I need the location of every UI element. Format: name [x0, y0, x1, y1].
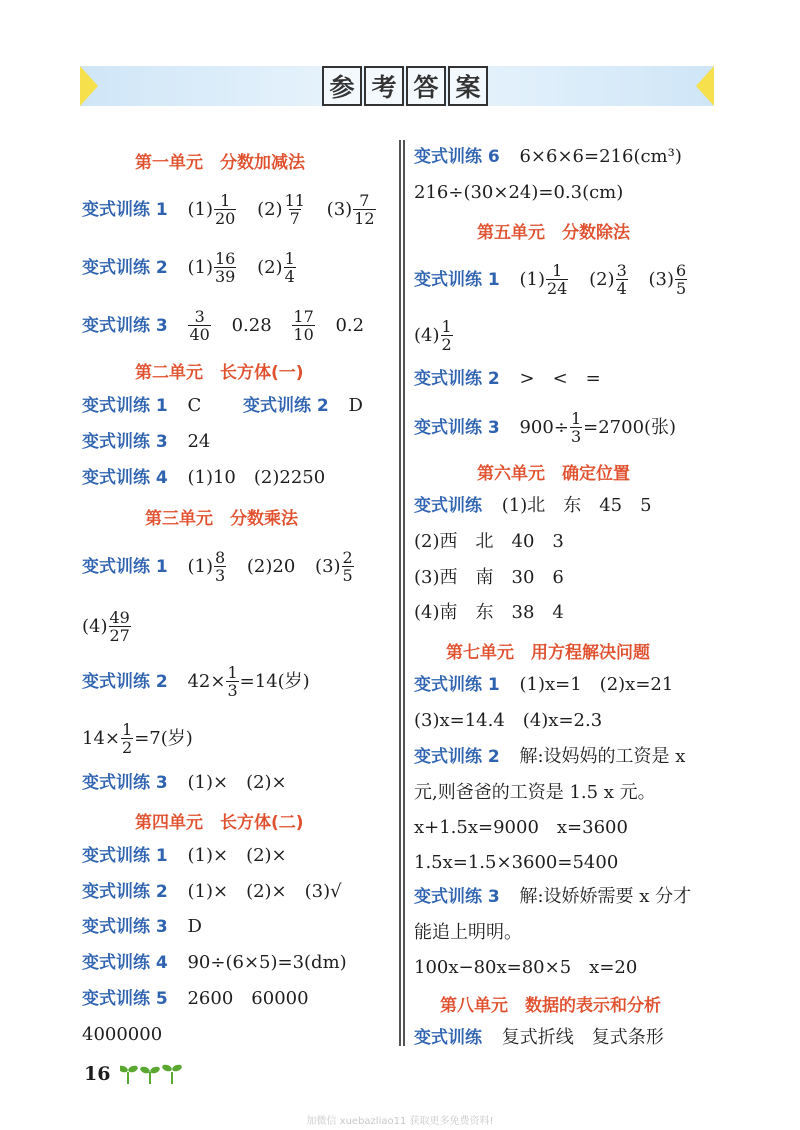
answer-text: (3)x=14.4 (4)x=2.3 — [414, 710, 603, 731]
column-divider — [399, 140, 405, 1046]
answer-row — [82, 665, 310, 699]
answer-row — [414, 263, 688, 297]
answer-text: > < = — [519, 368, 601, 389]
answer-text: (4) — [82, 616, 108, 637]
exercise-label: 变式训练 2 — [82, 672, 168, 692]
answer-row — [82, 550, 355, 584]
fraction: $\frac{7}{12}$ — [354, 191, 375, 228]
exercise-label: 变式训练 1 — [414, 675, 500, 695]
answer-row — [82, 988, 309, 1010]
answer-text: (1)北 东 45 5 — [501, 495, 652, 516]
answer-text: (1)x=1 (2)x=21 — [519, 674, 674, 695]
answer-row — [82, 251, 297, 285]
answer-text: (4)南 东 38 4 — [414, 602, 564, 623]
fraction: $\frac{2}{5}$ — [342, 548, 353, 585]
unit4-heading: 第四单元 长方体(二) — [135, 813, 304, 833]
fraction: $\frac{1}{20}$ — [214, 191, 236, 228]
answer-text: 100x−80x=80×5 x=20 — [414, 957, 638, 978]
fraction: $\frac{8}{3}$ — [214, 548, 226, 585]
exercise-label: 变式训练 4 — [82, 953, 168, 973]
exercise-label: 变式训练 2 — [243, 396, 329, 416]
fraction: $\frac{1}{2}$ — [441, 317, 452, 354]
unit6-heading: 第六单元 确定位置 — [477, 464, 630, 484]
exercise-label: 变式训练 2 — [82, 882, 168, 902]
exercise-label: 变式训练 1 — [82, 396, 168, 416]
answer-row — [414, 368, 601, 390]
title-char: 考 — [364, 66, 404, 106]
answer-row — [82, 309, 364, 343]
fraction: $\frac{1}{24}$ — [546, 261, 568, 298]
answer-row — [414, 710, 602, 732]
answer-text: (1)× (2)× — [187, 772, 287, 793]
answer-text: (2) — [589, 269, 615, 290]
answer-row — [414, 922, 522, 944]
exercise-label: 变式训练 1 — [82, 200, 168, 220]
answer-row — [82, 722, 193, 756]
title-char: 案 — [448, 66, 488, 106]
fraction: $\frac{3}{40}$ — [189, 307, 210, 344]
answer-text: (3) — [326, 199, 353, 220]
answer-row — [82, 916, 202, 938]
answer-row — [82, 193, 377, 227]
answer-text: 能追上明明。 — [414, 922, 522, 943]
exercise-label: 变式训练 2 — [414, 747, 500, 767]
exercise-label: 变式训练 3 — [82, 917, 168, 937]
exercise-label: 变式训练 2 — [414, 369, 500, 389]
answer-row — [82, 610, 132, 644]
answer-text: (2) — [257, 199, 283, 220]
answer-text: =7(岁) — [134, 728, 193, 749]
answer-text: (1) — [187, 257, 213, 278]
answer-row — [414, 602, 564, 624]
fraction: $\frac{1}{4}$ — [284, 249, 295, 286]
unit2-heading: 第二单元 长方体(一) — [135, 363, 304, 383]
answer-row — [414, 1027, 664, 1049]
answer-row — [414, 182, 623, 204]
answer-text: (2)20 — [246, 556, 296, 577]
answer-text: 0.2 — [335, 315, 365, 336]
fraction: $\frac{1}{2}$ — [122, 720, 133, 757]
exercise-label: 变式训练 6 — [414, 147, 500, 167]
answer-text: D — [187, 916, 202, 937]
exercise-label: 变式训练 5 — [82, 989, 168, 1009]
exercise-label: 变式训练 2 — [82, 258, 168, 278]
answer-text: =2700(张) — [583, 417, 677, 438]
answer-text: (3) — [648, 269, 674, 290]
answer-row — [414, 567, 564, 589]
answer-row — [414, 957, 637, 979]
page-title — [322, 66, 488, 106]
sprout-icon — [120, 1060, 182, 1086]
exercise-label: 变式训练 3 — [82, 432, 168, 452]
answer-row — [414, 674, 673, 696]
exercise-label: 变式训练 3 — [82, 773, 168, 793]
answer-text: x+1.5x=9000 x=3600 — [414, 817, 628, 838]
answer-text: 42× — [187, 671, 226, 692]
answer-row — [82, 467, 325, 489]
exercise-label: 变式训练 3 — [414, 418, 500, 438]
exercise-label: 变式训练 4 — [82, 468, 168, 488]
answer-text: (3) — [315, 556, 341, 577]
exercise-label: 变式训练 — [414, 1028, 482, 1048]
answer-row — [414, 746, 685, 768]
answer-text: 24 — [187, 431, 211, 452]
unit3-heading: 第三单元 分数乘法 — [145, 509, 298, 529]
answer-row — [82, 881, 342, 903]
answer-text: 1.5x=1.5×3600=5400 — [414, 852, 619, 873]
answer-row — [82, 952, 347, 974]
answer-text: 4000000 — [82, 1024, 163, 1045]
answer-text: =14(岁) — [239, 671, 310, 692]
title-char: 参 — [322, 66, 362, 106]
exercise-label: 变式训练 1 — [414, 270, 500, 290]
fraction: $\frac{1}{3}$ — [570, 409, 582, 446]
banner-right-tip — [696, 66, 714, 106]
fraction: $\frac{16}{39}$ — [214, 249, 236, 286]
answer-text: D — [348, 395, 363, 416]
answer-row — [414, 411, 676, 445]
unit5-heading: 第五单元 分数除法 — [477, 223, 630, 243]
answer-text: (1)10 (2)2250 — [187, 467, 326, 488]
answer-text: 6×6×6=216(cm³) — [519, 146, 682, 167]
answer-text: 216÷(30×24)=0.3(cm) — [414, 182, 624, 203]
answer-text: (4) — [414, 325, 440, 346]
answer-row — [414, 886, 691, 908]
answer-text: 元,则爸爸的工资是 1.5 x 元。 — [414, 782, 656, 803]
answer-text: (1) — [519, 269, 545, 290]
watermark: 加微信 xuebazliao11 获取更多免费资料! — [306, 1116, 494, 1127]
unit8-heading: 第八单元 数据的表示和分析 — [440, 996, 661, 1016]
answer-row — [414, 495, 652, 517]
answer-row — [82, 431, 210, 453]
answer-text: 0.28 — [231, 315, 272, 336]
exercise-label: 变式训练 1 — [82, 846, 168, 866]
fraction: $\frac{3}{4}$ — [616, 261, 627, 298]
fraction: $\frac{17}{10}$ — [293, 307, 314, 344]
answer-row — [414, 531, 564, 553]
fraction: $\frac{6}{5}$ — [676, 261, 687, 298]
page-number: 16 — [84, 1063, 111, 1085]
answer-text: (2)西 北 40 3 — [414, 531, 564, 552]
answer-row — [82, 395, 363, 417]
exercise-label: 变式训练 1 — [82, 557, 168, 577]
answer-text: (1) — [187, 556, 213, 577]
fraction: $\frac{49}{27}$ — [109, 608, 130, 645]
answer-row — [414, 852, 618, 874]
banner-left-tip — [80, 66, 98, 106]
fraction: $\frac{1}{3}$ — [227, 663, 238, 700]
answer-text: 2600 60000 — [187, 988, 309, 1009]
answer-text: (1)× (2)× (3)√ — [187, 881, 342, 902]
answer-text: (3)西 南 30 6 — [414, 567, 564, 588]
answer-text: (1) — [187, 199, 213, 220]
exercise-label: 变式训练 — [414, 496, 482, 516]
answer-text: 解:设娇娇需要 x 分才 — [519, 886, 692, 907]
answer-row — [414, 817, 628, 839]
answer-text: 14× — [82, 728, 120, 749]
answer-row — [414, 146, 682, 168]
answer-text: C — [187, 395, 202, 416]
unit7-heading: 第七单元 用方程解决问题 — [446, 643, 650, 663]
answer-text: (1)× (2)× — [187, 845, 287, 866]
title-char: 答 — [406, 66, 446, 106]
answer-row — [82, 845, 287, 867]
answer-text: 900÷ — [519, 417, 569, 438]
exercise-label: 变式训练 3 — [414, 887, 500, 907]
answer-text: 解:设妈妈的工资是 x — [519, 746, 686, 767]
fraction: $\frac{11}{7}$ — [284, 191, 305, 228]
answer-text: (2) — [257, 257, 283, 278]
unit1-heading: 第一单元 分数加减法 — [135, 153, 305, 173]
answer-row — [414, 319, 454, 353]
exercise-label: 变式训练 3 — [82, 316, 168, 336]
answer-row — [82, 1024, 162, 1046]
answer-row — [414, 782, 656, 804]
answer-text: 90÷(6×5)=3(dm) — [187, 952, 347, 973]
answer-row — [82, 772, 287, 794]
answer-text: 复式折线 复式条形 — [501, 1027, 664, 1048]
